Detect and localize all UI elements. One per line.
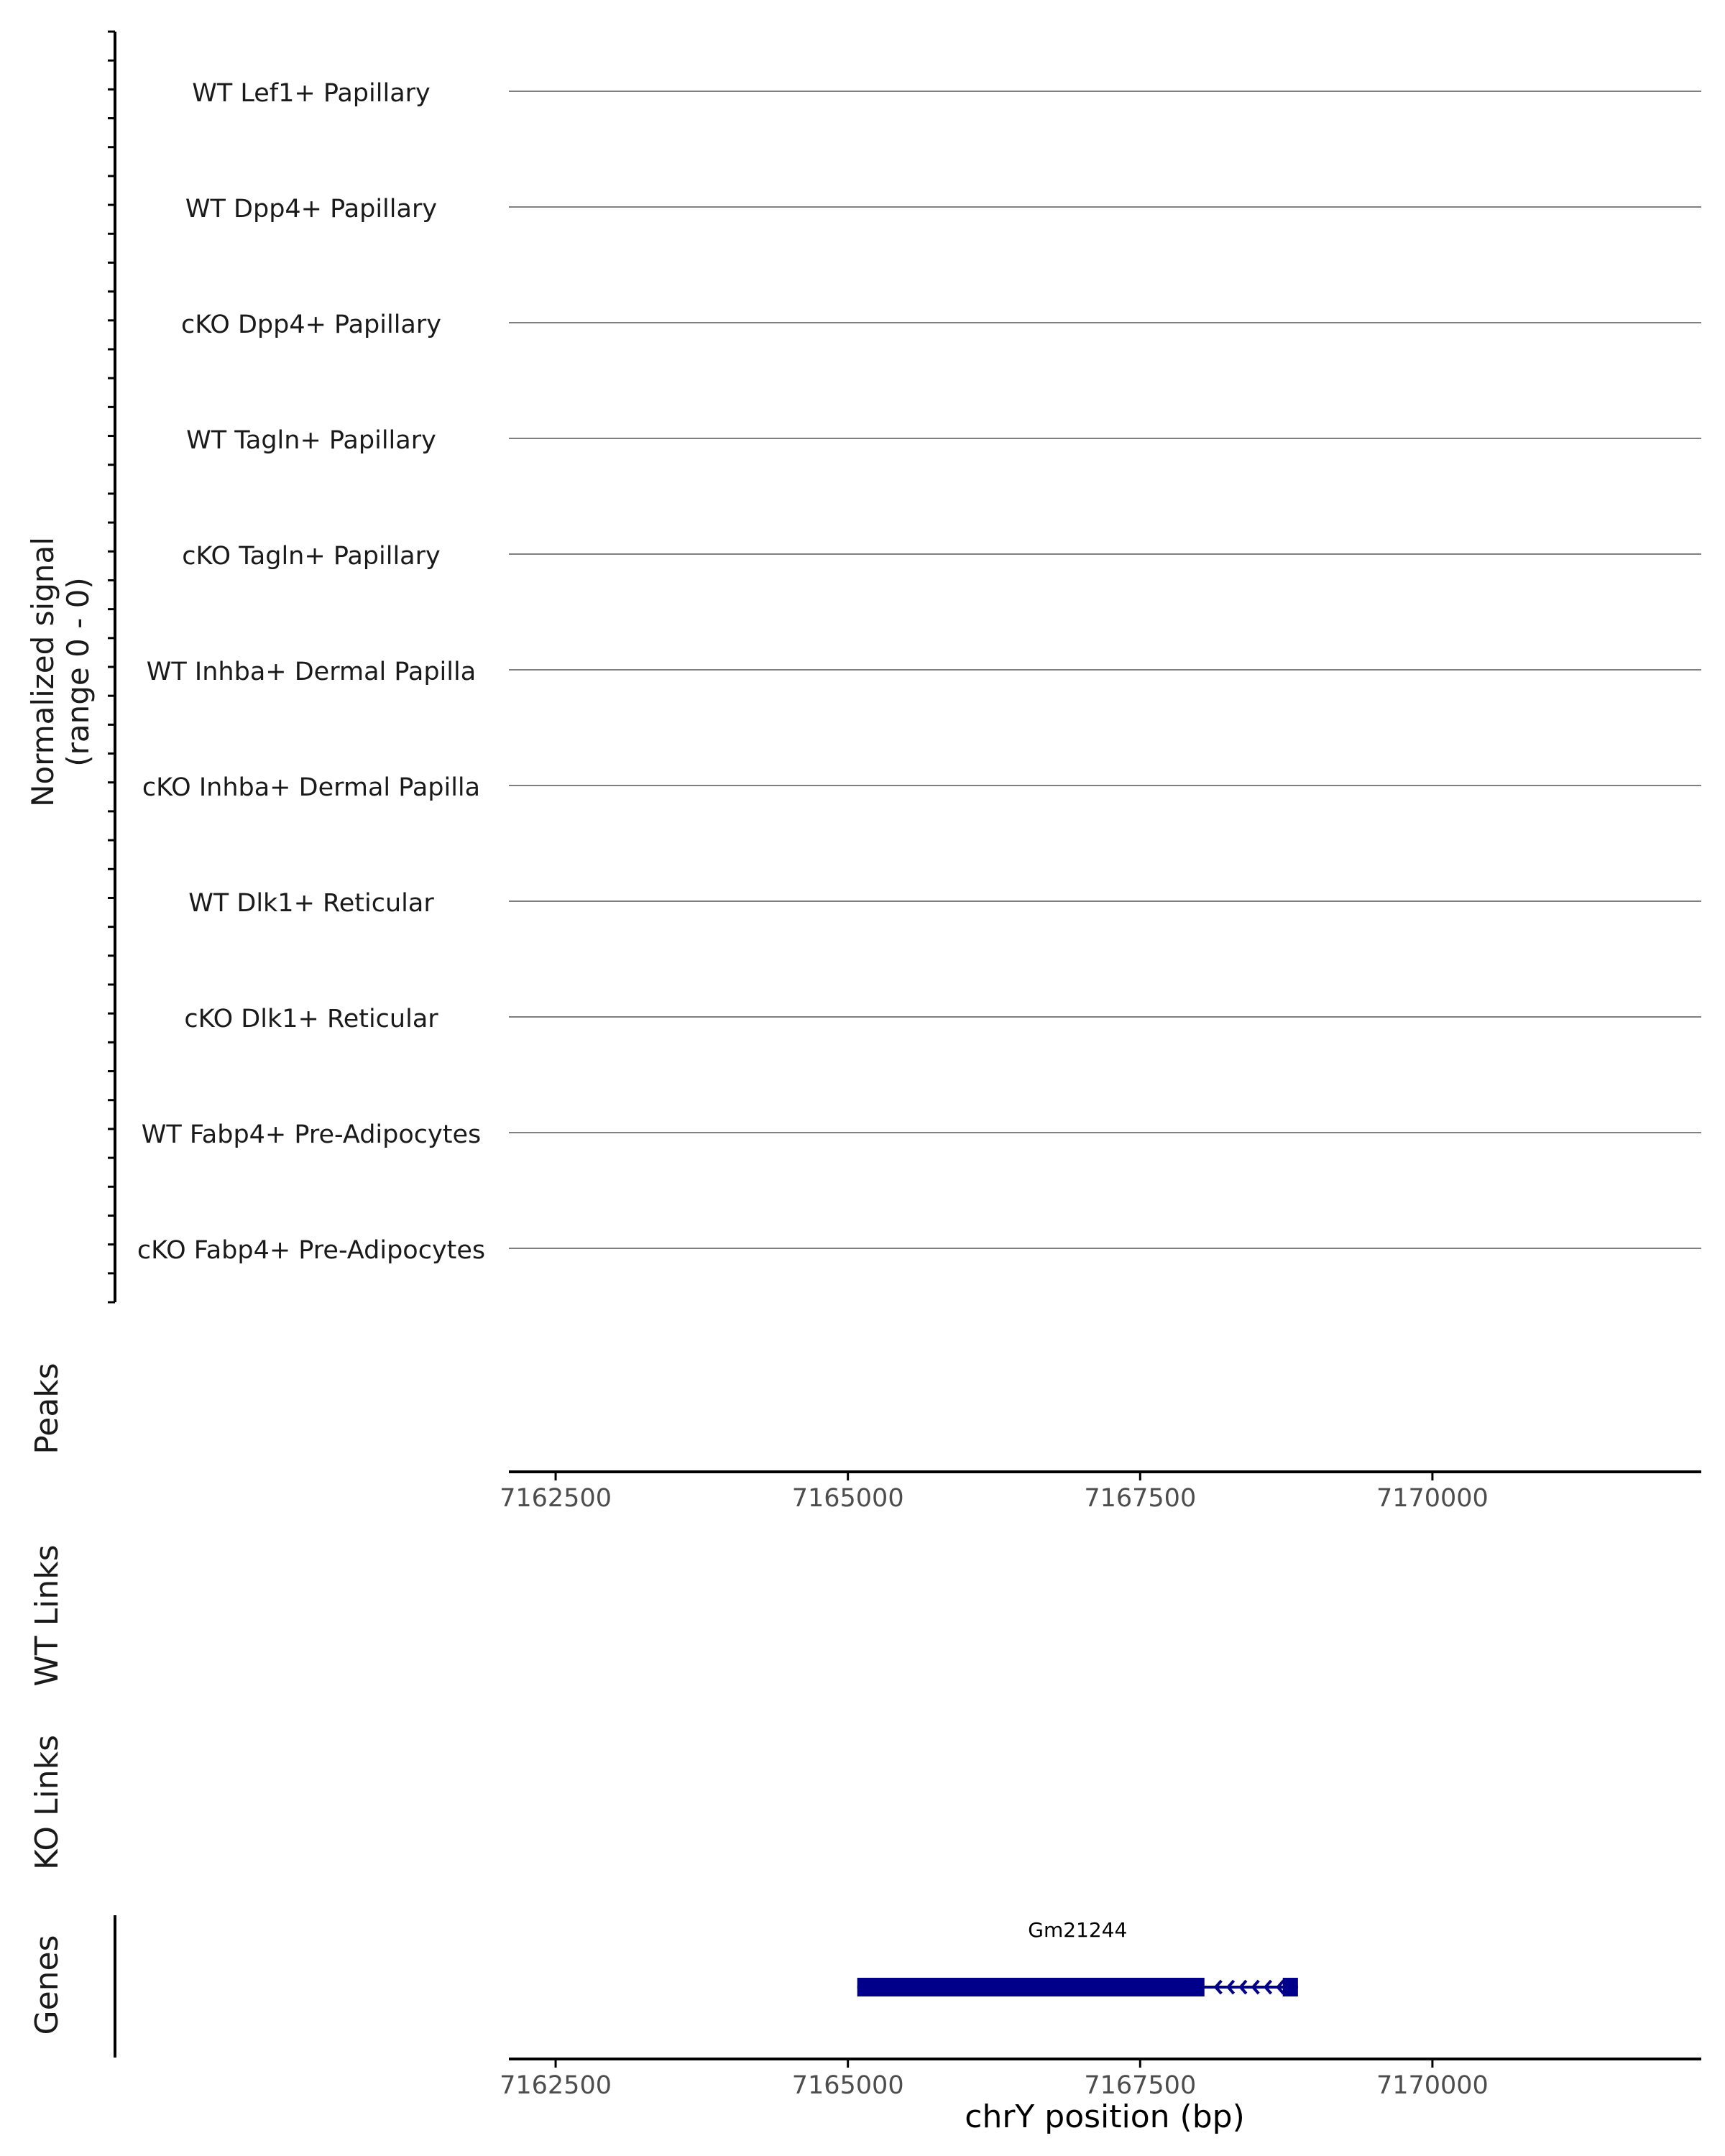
track-label: WT Inhba+ Dermal Papilla <box>146 658 477 686</box>
x-tick-label: 7162500 <box>500 1484 612 1513</box>
track-label: cKO Inhba+ Dermal Papilla <box>142 773 481 802</box>
track-label: WT Lef1+ Papillary <box>192 79 431 108</box>
x-tick-label: 7167500 <box>1084 1484 1197 1513</box>
track-label: cKO Fabp4+ Pre-Adipocytes <box>137 1236 486 1265</box>
gene-name-label: Gm21244 <box>1028 1918 1128 1942</box>
track-label: cKO Tagln+ Papillary <box>182 542 441 571</box>
peaks-x-axis <box>500 1472 1701 1513</box>
ylabel-line-2: (range 0 - 0) <box>60 577 96 767</box>
track-label: cKO Dpp4+ Papillary <box>181 310 441 339</box>
ylabel-line-1: Normalized signal <box>25 537 60 807</box>
coverage-ylabel <box>25 537 96 807</box>
x-tick-label: 7170000 <box>1376 1484 1489 1513</box>
track-label: WT Dpp4+ Papillary <box>185 195 438 224</box>
x-tick-label: 7165000 <box>791 1484 904 1513</box>
coverage-axis <box>108 32 115 1302</box>
panel-labels <box>29 1363 65 2035</box>
gene-track <box>115 1915 1298 2058</box>
coverage-tracks <box>137 79 1701 1265</box>
x-tick-label: 7165000 <box>791 2071 904 2100</box>
x-tick-label: 7162500 <box>500 2071 612 2100</box>
panel-label: Peaks <box>29 1363 65 1455</box>
x-tick-label: 7167500 <box>1084 2071 1197 2100</box>
track-label: WT Dlk1+ Reticular <box>188 889 434 918</box>
genes-x-axis <box>500 2059 1701 2100</box>
panel-label: Genes <box>29 1935 65 2035</box>
x-tick-label: 7170000 <box>1376 2071 1489 2100</box>
track-label: cKO Dlk1+ Reticular <box>184 1005 438 1033</box>
gene-exon <box>1283 1978 1298 1996</box>
panel-label: KO Links <box>29 1734 65 1871</box>
panel-label: WT Links <box>29 1544 65 1687</box>
track-label: WT Fabp4+ Pre-Adipocytes <box>141 1120 482 1149</box>
gene-exon <box>857 1978 1205 1996</box>
x-axis-title: chrY position (bp) <box>965 2099 1245 2135</box>
track-label: WT Tagln+ Papillary <box>186 426 436 455</box>
